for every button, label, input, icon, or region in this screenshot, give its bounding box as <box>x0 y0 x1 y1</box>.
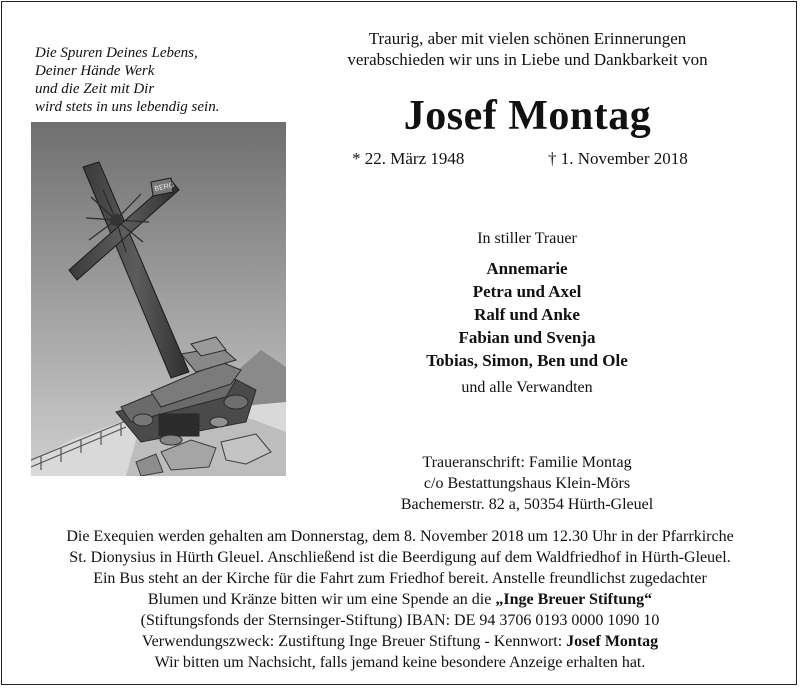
info-line: (Stiftungsfonds der Sternsinger-Stiftung) IBAN: DE 94 3706 0193 0000 1090 10 <box>140 612 660 629</box>
info-line: Die Exequien werden gehalten am Donnerstag, dem 8. November 2018 um 12.30 Uhr in der Pfarrkirche <box>66 528 734 545</box>
death-date: † 1. November 2018 <box>548 149 688 168</box>
info-text: Verwendungszweck: Zustiftung Inge Breuer Stiftung - Kennwort: <box>141 633 567 650</box>
mourner-name: Annemarie <box>486 259 568 278</box>
intro-text <box>300 28 755 70</box>
address-line: c/o Bestattungshaus Klein-Mörs <box>423 475 631 492</box>
mourner-name: Tobias, Simon, Ben und Ole <box>426 351 628 370</box>
address-line: Bachemerstr. 82 a, 50354 Hürth-Gleuel <box>400 496 654 513</box>
mourning-intro: In stiller Trauer <box>477 230 577 247</box>
info-text: Blumen und Kränze bitten wir um eine Spende an die <box>147 591 496 608</box>
relatives-line: und alle Verwandten <box>461 379 593 396</box>
mourner-name: Petra und Axel <box>472 282 582 301</box>
poem-line: Deiner Hände Werk <box>35 63 155 79</box>
info-line: St. Dionysius in Hürth Gleuel. Anschließend ist die Beerdigung auf dem Waldfriedhof in Hürth-Gleuel. <box>69 549 731 566</box>
info-line <box>14 589 786 610</box>
birth-date: * 22. März 1948 <box>352 149 465 168</box>
intro-line: verabschieden wir uns in Liebe und Dankbarkeit von <box>347 50 708 69</box>
mourner-names <box>360 257 694 372</box>
poem-line: und die Zeit mit Dir <box>35 81 155 97</box>
password-name: Josef Montag <box>566 633 659 650</box>
mourner-name: Ralf und Anke <box>474 305 580 324</box>
deceased-name: Josef Montag <box>403 93 652 139</box>
summit-cross-photo <box>31 122 286 476</box>
mourner-name: Fabian und Svenja <box>458 328 596 347</box>
address-line: Traueranschrift: Familie Montag <box>422 454 632 471</box>
info-line: Ein Bus steht an der Kirche für die Fahrt zum Friedhof bereit. Anstelle freundlichst zugedachter <box>93 570 707 587</box>
intro-line: Traurig, aber mit vielen schönen Erinnerungen <box>368 29 687 48</box>
foundation-name: „Inge Breuer Stiftung“ <box>495 591 653 608</box>
cross-plaque-label: BERG <box>153 181 175 193</box>
poem-line: wird stets in uns lebendig sein. <box>35 99 220 115</box>
poem <box>35 44 275 116</box>
poem-line: Die Spuren Deines Lebens, <box>35 45 198 61</box>
info-line: Wir bitten um Nachsicht, falls jemand keine besondere Anzeige erhalten hat. <box>154 654 646 671</box>
info-line <box>14 631 786 652</box>
funeral-information <box>14 526 786 673</box>
mourning-address <box>360 452 694 515</box>
